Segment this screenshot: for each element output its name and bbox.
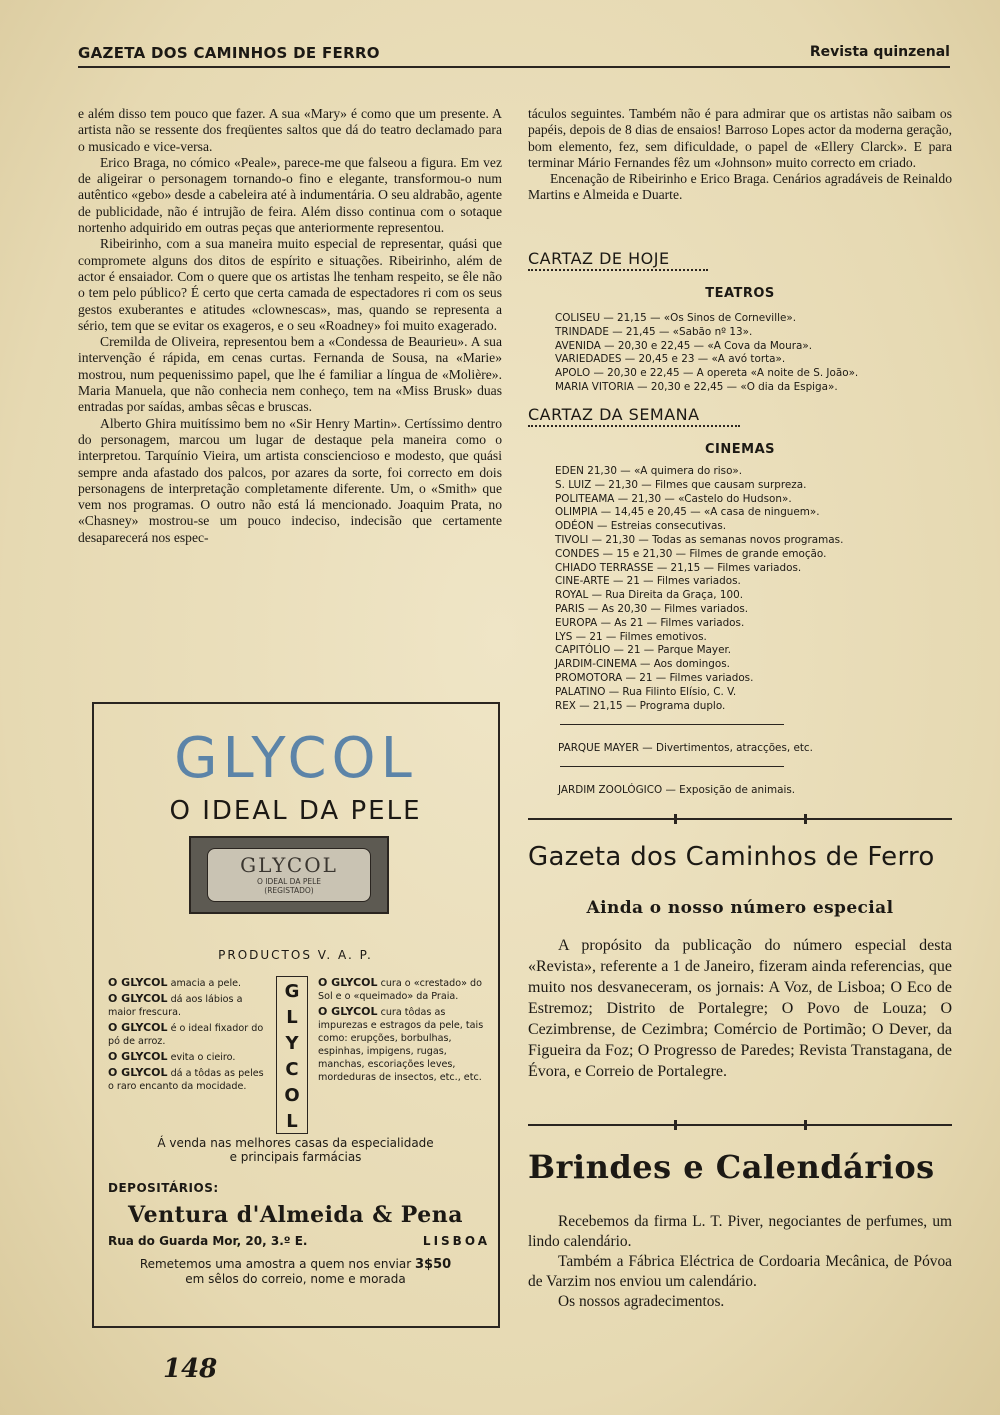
ainda-body	[528, 935, 952, 1082]
list-item: EDEN 21,30 — «A quimera do riso».	[555, 465, 743, 477]
list-item: PROMOTORA — 21 — Filmes variados.	[555, 671, 754, 684]
ad-products: PRODUCTOS V. A. P.	[218, 948, 373, 962]
ainda-headline: Ainda o nosso número especial	[586, 898, 894, 918]
article-left-column	[78, 106, 502, 546]
benefit-item	[108, 976, 268, 990]
ad-sample-offer	[94, 1257, 497, 1286]
vertical-letter: C	[285, 1059, 299, 1080]
benefit-brand: O GLYCOL	[108, 1066, 168, 1079]
ad-address	[108, 1234, 490, 1248]
vertical-letter: L	[286, 1007, 298, 1028]
address-city: LISBOA	[422, 1234, 490, 1248]
glycol-advertisement	[92, 702, 500, 1328]
brindes-heading: Brindes e Calendários	[528, 1148, 935, 1186]
vertical-letter: G	[284, 981, 300, 1002]
article-paragraph: Alberto Ghira muitíssimo bem no «Sir Henry Martin». Certíssimo dentro do personagem, marcou um lugar de destaque pela maneira como o interpretou. Tarquínio Vieira, um artista consciencioso e modesto, que quási sempre anda afastado dos palcos, por azares da sorte, foi correcto em dois personagens de interpretação completamente diferente. Um, o «Smith» que vem nos programas. O outro não está lá mencionado. Joaquim Prata, no «Chasney» mostrou-se um pouco indeciso, indecisão que certamente desaparecerá nos espec-	[78, 415, 502, 545]
divider	[560, 724, 784, 725]
article-paragraph: Encenação de Ribeirinho e Erico Braga. Cenários agradáveis de Reinaldo Martins e Almeida e Duarte.	[528, 171, 952, 203]
divider	[560, 766, 784, 767]
benefit-text: dá a tôdas as peles o raro encanto da mocidade.	[108, 1068, 264, 1092]
label-brand: GLYCOL	[240, 853, 338, 877]
benefit-text: cura o «crestado» do Sol e o «queimado» da Praia.	[318, 978, 482, 1002]
parque-mayer-line: PARQUE MAYER — Divertimentos, atracções, etc.	[558, 742, 813, 754]
list-item: APOLO — 20,30 e 22,45 — A opereta «A noite de S. João».	[555, 367, 859, 380]
sample-text: Remetemos uma amostra a quem nos enviar	[139, 1257, 412, 1271]
brindes-paragraph: Recebemos da firma L. T. Piver, negociantes de perfumes, um lindo calendário.	[528, 1213, 952, 1250]
teatros-list	[555, 312, 935, 395]
cinemas-list	[555, 465, 935, 713]
ad-brand: GLYCOL	[174, 726, 417, 791]
benefit-item	[108, 1066, 268, 1093]
ad-depositarios: DEPOSITÁRIOS:	[108, 1181, 219, 1195]
list-item: REX — 21,15 — Programa duplo.	[555, 699, 726, 712]
ad-availability	[94, 1136, 497, 1164]
article-paragraph: táculos seguintes. Também não é para admirar que os artistas não saibam os papéis, depois de 8 dias de ensaios! Barroso Lopes actor da moderna geração, bom elemento, fez, sem dificuldade, o papel de «Ellery Clarck». E para terminar Mário Fernandes fêz um «Johnson» muito correcto em criado.	[528, 106, 952, 170]
list-item: AVENIDA — 20,30 e 22,45 — «A Cova da Moura».	[555, 339, 813, 352]
benefit-item	[318, 976, 488, 1003]
brindes-paragraph: Também a Fábrica Eléctrica de Cordoaria Mecânica, de Póvoa de Varzim nos enviou um calendário.	[528, 1253, 952, 1290]
divider-mark	[674, 1120, 677, 1130]
divider-mark	[804, 814, 807, 824]
journal-subtitle: Revista quinzenal	[809, 44, 950, 60]
benefit-item	[108, 1050, 268, 1064]
sample-price: 3$50	[415, 1257, 452, 1272]
divider-mark	[674, 814, 677, 824]
list-item: ODÉON — Estreias consecutivas.	[555, 520, 727, 533]
vertical-brand-box	[276, 976, 308, 1134]
cinemas-heading: CINEMAS	[705, 442, 775, 457]
teatros-heading: TEATROS	[705, 286, 775, 301]
ad-company: Ventura d'Almeida & Pena	[128, 1202, 463, 1228]
vertical-letter: L	[286, 1111, 298, 1132]
jardim-zoologico-line: JARDIM ZOOLÓGICO — Exposição de animais.	[558, 784, 796, 796]
availability-line: Á venda nas melhores casas da especialidade	[157, 1136, 434, 1150]
benefits-right	[318, 976, 488, 1086]
list-item: EUROPA — As 21 — Filmes variados.	[555, 616, 745, 629]
list-item: LYS — 21 — Filmes emotivos.	[555, 630, 707, 643]
list-item: JARDIM-CINEMA — Aos domingos.	[555, 658, 730, 671]
divider-mark	[804, 1120, 807, 1130]
ad-tagline: O IDEAL DA PELE	[169, 796, 422, 826]
benefit-text: dá aos lábios a maior frescura.	[108, 994, 243, 1018]
sample-line	[94, 1257, 497, 1272]
list-item: CHIADO TERRASSE — 21,15 — Filmes variados.	[555, 561, 802, 574]
vertical-letter: Y	[285, 1033, 299, 1054]
benefit-brand: O GLYCOL	[108, 992, 168, 1005]
benefit-item	[108, 1021, 268, 1048]
benefit-brand: O GLYCOL	[108, 1021, 168, 1034]
sample-line: em sêlos do correio, nome e morada	[185, 1272, 406, 1286]
journal-title: GAZETA DOS CAMINHOS DE FERRO	[78, 44, 380, 62]
article-paragraph: Erico Braga, no cómico «Peale», parece-me que falseou a figura. Em vez de aligeirar o personagem tornando-o fino e elegante, transformou-o num autêntico «gebo» desde a cabeleira até à indumentária. O seu aldrabão, agente de publicidade, não é intrujão de feira. Além disso continua com o sotaque nortenho adquirido em outras peças que anteriormente representou.	[78, 154, 502, 236]
list-item: TRINDADE — 21,45 — «Sabão nº 13».	[555, 325, 753, 338]
gazeta-heading: Gazeta dos Caminhos de Ferro	[528, 842, 935, 872]
list-item: VARIEDADES — 20,45 e 23 — «A avó torta».	[555, 353, 786, 366]
benefit-text: evita o cieiro.	[167, 1052, 236, 1063]
brindes-paragraph: Os nossos agradecimentos.	[558, 1293, 725, 1310]
list-item: COLISEU — 21,15 — «Os Sinos de Corneville».	[555, 312, 797, 324]
product-label-inner	[207, 848, 371, 902]
list-item: PALATINO — Rua Filinto Elísio, C. V.	[555, 685, 737, 698]
benefit-text: amacia a pele.	[167, 978, 242, 989]
article-paragraph: Cremilda de Oliveira, representou bem a «Condessa de Beaurieu». A sua intervenção é rápida, em cenas curtas. Fernanda de Sousa, na «Marie» mostrou, num pequenissimo papel, que lhe é familiar a língua de «Molière». Maria Manuela, que não conhecia nem conheço, tem na «Miss Brusk» duas entradas por saídas, ambas sêcas e bruscas.	[78, 334, 502, 415]
list-item: POLITEAMA — 21,30 — «Castelo do Hudson».	[555, 492, 792, 505]
product-label-image	[189, 836, 389, 914]
benefit-text: cura tôdas as impurezas e estragos da pele, tais como: erupções, borbulhas, espinhas, impigens, rugas, manchas, escoriações leves, mordeduras de insectos, etc., etc.	[318, 1007, 484, 1083]
list-item: CAPITÓLIO — 21 — Parque Mayer.	[555, 644, 732, 657]
article-right-column	[528, 106, 952, 204]
article-paragraph: e além disso tem pouco que fazer. A sua «Mary» é como que um presente. A artista não se ressente dos freqüentes saltos que dá do teatro declamado para o musicado e vice-versa.	[78, 106, 502, 154]
benefit-item	[318, 1005, 488, 1084]
benefits-left	[108, 976, 268, 1095]
list-item: TIVOLI — 21,30 — Todas as semanas novos programas.	[555, 533, 844, 546]
list-item: PARIS — As 20,30 — Filmes variados.	[555, 602, 749, 615]
article-paragraph: Ribeirinho, com a sua maneira muito especial de representar, quási que compromete alguns dos ditos de espírito e situações. Ribeirinho, além de actor é ensaiador. Com o quere que os artistas lhe tenham respeito, se êle não o tem pelo público? É certo que certa camada de espectadores ri com os seus gestos exuberantes e atitudes «clownescas», mas, quando se representa a sério, tem que se evitar os exageros, e o seu «Roadney» foi muito exagerado.	[78, 236, 502, 333]
address-street: Rua do Guarda Mor, 20, 3.º E.	[108, 1234, 308, 1248]
benefit-brand: O GLYCOL	[318, 976, 378, 989]
benefit-brand: O GLYCOL	[318, 1005, 378, 1018]
ainda-paragraph: A propósito da publicação do número especial desta «Revista», referente a 1 de Janeiro, fizeram ainda referencias, que muito nos desvaneceram, os jornais: A Voz, de Lisboa; O Eco de Estremoz; Distrito de Portalegre; O Povo de Louza; O Cezimbrense, de Cezimbra; Comércio de Portimão; O Dever, da Figueira da Foz; O Progresso de Paredes; Revista Transtagana, de Évora, e Correio de Portalegre.	[528, 937, 952, 1080]
benefit-brand: O GLYCOL	[108, 1050, 168, 1063]
benefit-brand: O GLYCOL	[108, 976, 168, 989]
list-item: OLIMPIA — 14,45 e 20,45 — «A casa de ninguem».	[555, 506, 820, 519]
list-item: ROYAL — Rua Direita da Graça, 100.	[555, 589, 744, 602]
cartaz-semana-title: CARTAZ DA SEMANA	[528, 405, 740, 427]
cartaz-hoje-title: CARTAZ DE HOJE	[528, 249, 708, 271]
label-line: (REGISTADO)	[264, 886, 314, 895]
section-divider	[528, 1124, 952, 1126]
vertical-letter: O	[284, 1085, 300, 1106]
section-divider	[528, 818, 952, 820]
benefit-text: é o ideal fixador do pó de arroz.	[108, 1023, 264, 1047]
list-item: S. LUIZ — 21,30 — Filmes que causam surpreza.	[555, 478, 807, 491]
list-item: CONDES — 15 e 21,30 — Filmes de grande emoção.	[555, 547, 827, 560]
brindes-body	[528, 1212, 952, 1312]
list-item: CINE-ARTE — 21 — Filmes variados.	[555, 575, 741, 588]
label-line: O IDEAL DA PELE	[256, 877, 322, 886]
page-header	[78, 44, 950, 68]
availability-line: e principais farmácias	[229, 1150, 362, 1164]
list-item: MARIA VITORIA — 20,30 e 22,45 — «O dia da Espiga».	[555, 380, 838, 393]
page-number: 148	[163, 1354, 218, 1384]
benefit-item	[108, 992, 268, 1019]
